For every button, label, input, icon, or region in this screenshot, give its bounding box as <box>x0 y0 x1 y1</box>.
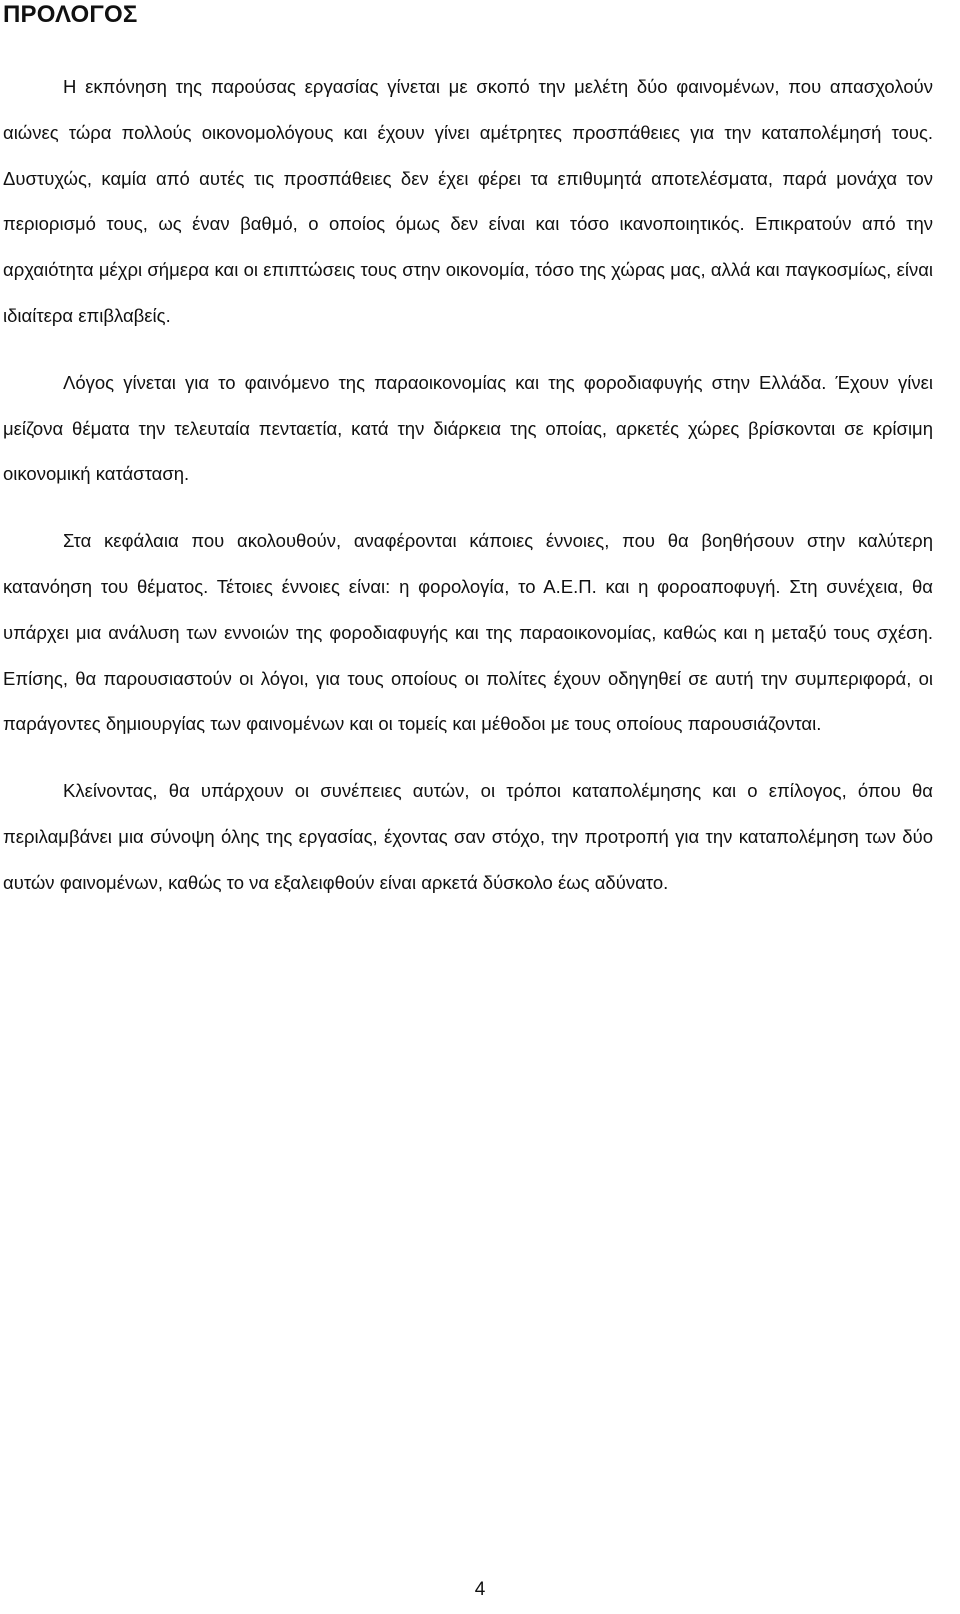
paragraph-1: Η εκπόνηση της παρούσας εργασίας γίνεται με σκοπό την μελέτη δύο φαινομένων, που απασχολούν αιώνες τώρα πολλούς οικονομολόγους και έχουν γίνει αμέτρητες προσπάθειες για την καταπολέμησή τους. Δυστυχώς, καμία από αυτές τις προσπάθειες δεν έχει φέρει τα επιθυμητά αποτελέσματα, παρά μονάχα τον περιορισμό τους, ως έναν βαθμό, ο οποίος όμως δεν είναι και τόσο ικανοποιητικός. Επικρατούν από την αρχαιότητα μέχρι σήμερα και οι επιπτώσεις τους στην οικονομία, τόσο της χώρας μας, αλλά και παγκοσμίως, είναι ιδιαίτερα επιβλαβείς. <box>3 76 933 326</box>
paragraph-2: Λόγος γίνεται για το φαινόμενο της παραοικονομίας και της φοροδιαφυγής στην Ελλάδα. Έχουν γίνει μείζονα θέματα την τελευταία πενταετία, κατά την διάρκεια της οποίας, αρκετές χώρες βρίσκονται σε κρίσιμη οικονομική κατάσταση. <box>3 371 933 485</box>
page-number: 4 <box>474 1579 486 1600</box>
body-text <box>3 64 933 906</box>
paragraph-3: Στα κεφάλαια που ακολουθούν, αναφέρονται κάποιες έννοιες, που θα βοηθήσουν στην καλύτερη κατανόηση του θέματος. Τέτοιες έννοιες είναι: η φορολογία, το Α.Ε.Π. και η φοροαποφυγή. Στη συνέχεια, θα υπάρχει μια ανάλυση των εννοιών της φοροδιαφυγής και της παραοικονομίας, καθώς και η μεταξύ τους σχέση. Επίσης, θα παρουσιαστούν οι λόγοι, για τους οποίους οι πολίτες έχουν οδηγηθεί σε αυτή την συμπεριφορά, οι παράγοντες δημιουργίας των φαινομένων και οι τομείς και μέθοδοι με τους οποίους παρουσιάζονται. <box>3 530 933 735</box>
page-title: ΠΡΟΛΟΓΟΣ <box>3 1 138 28</box>
paragraph-4: Κλείνοντας, θα υπάρχουν οι συνέπειες αυτών, οι τρόποι καταπολέμησης και ο επίλογος, όπου θα περιλαμβάνει μια σύνοψη όλης της εργασίας, έχοντας σαν στόχο, την προτροπή για την καταπολέμηση των δύο αυτών φαινομένων, καθώς το να εξαλειφθούν είναι αρκετά δύσκολο έως αδύνατο. <box>3 780 933 893</box>
